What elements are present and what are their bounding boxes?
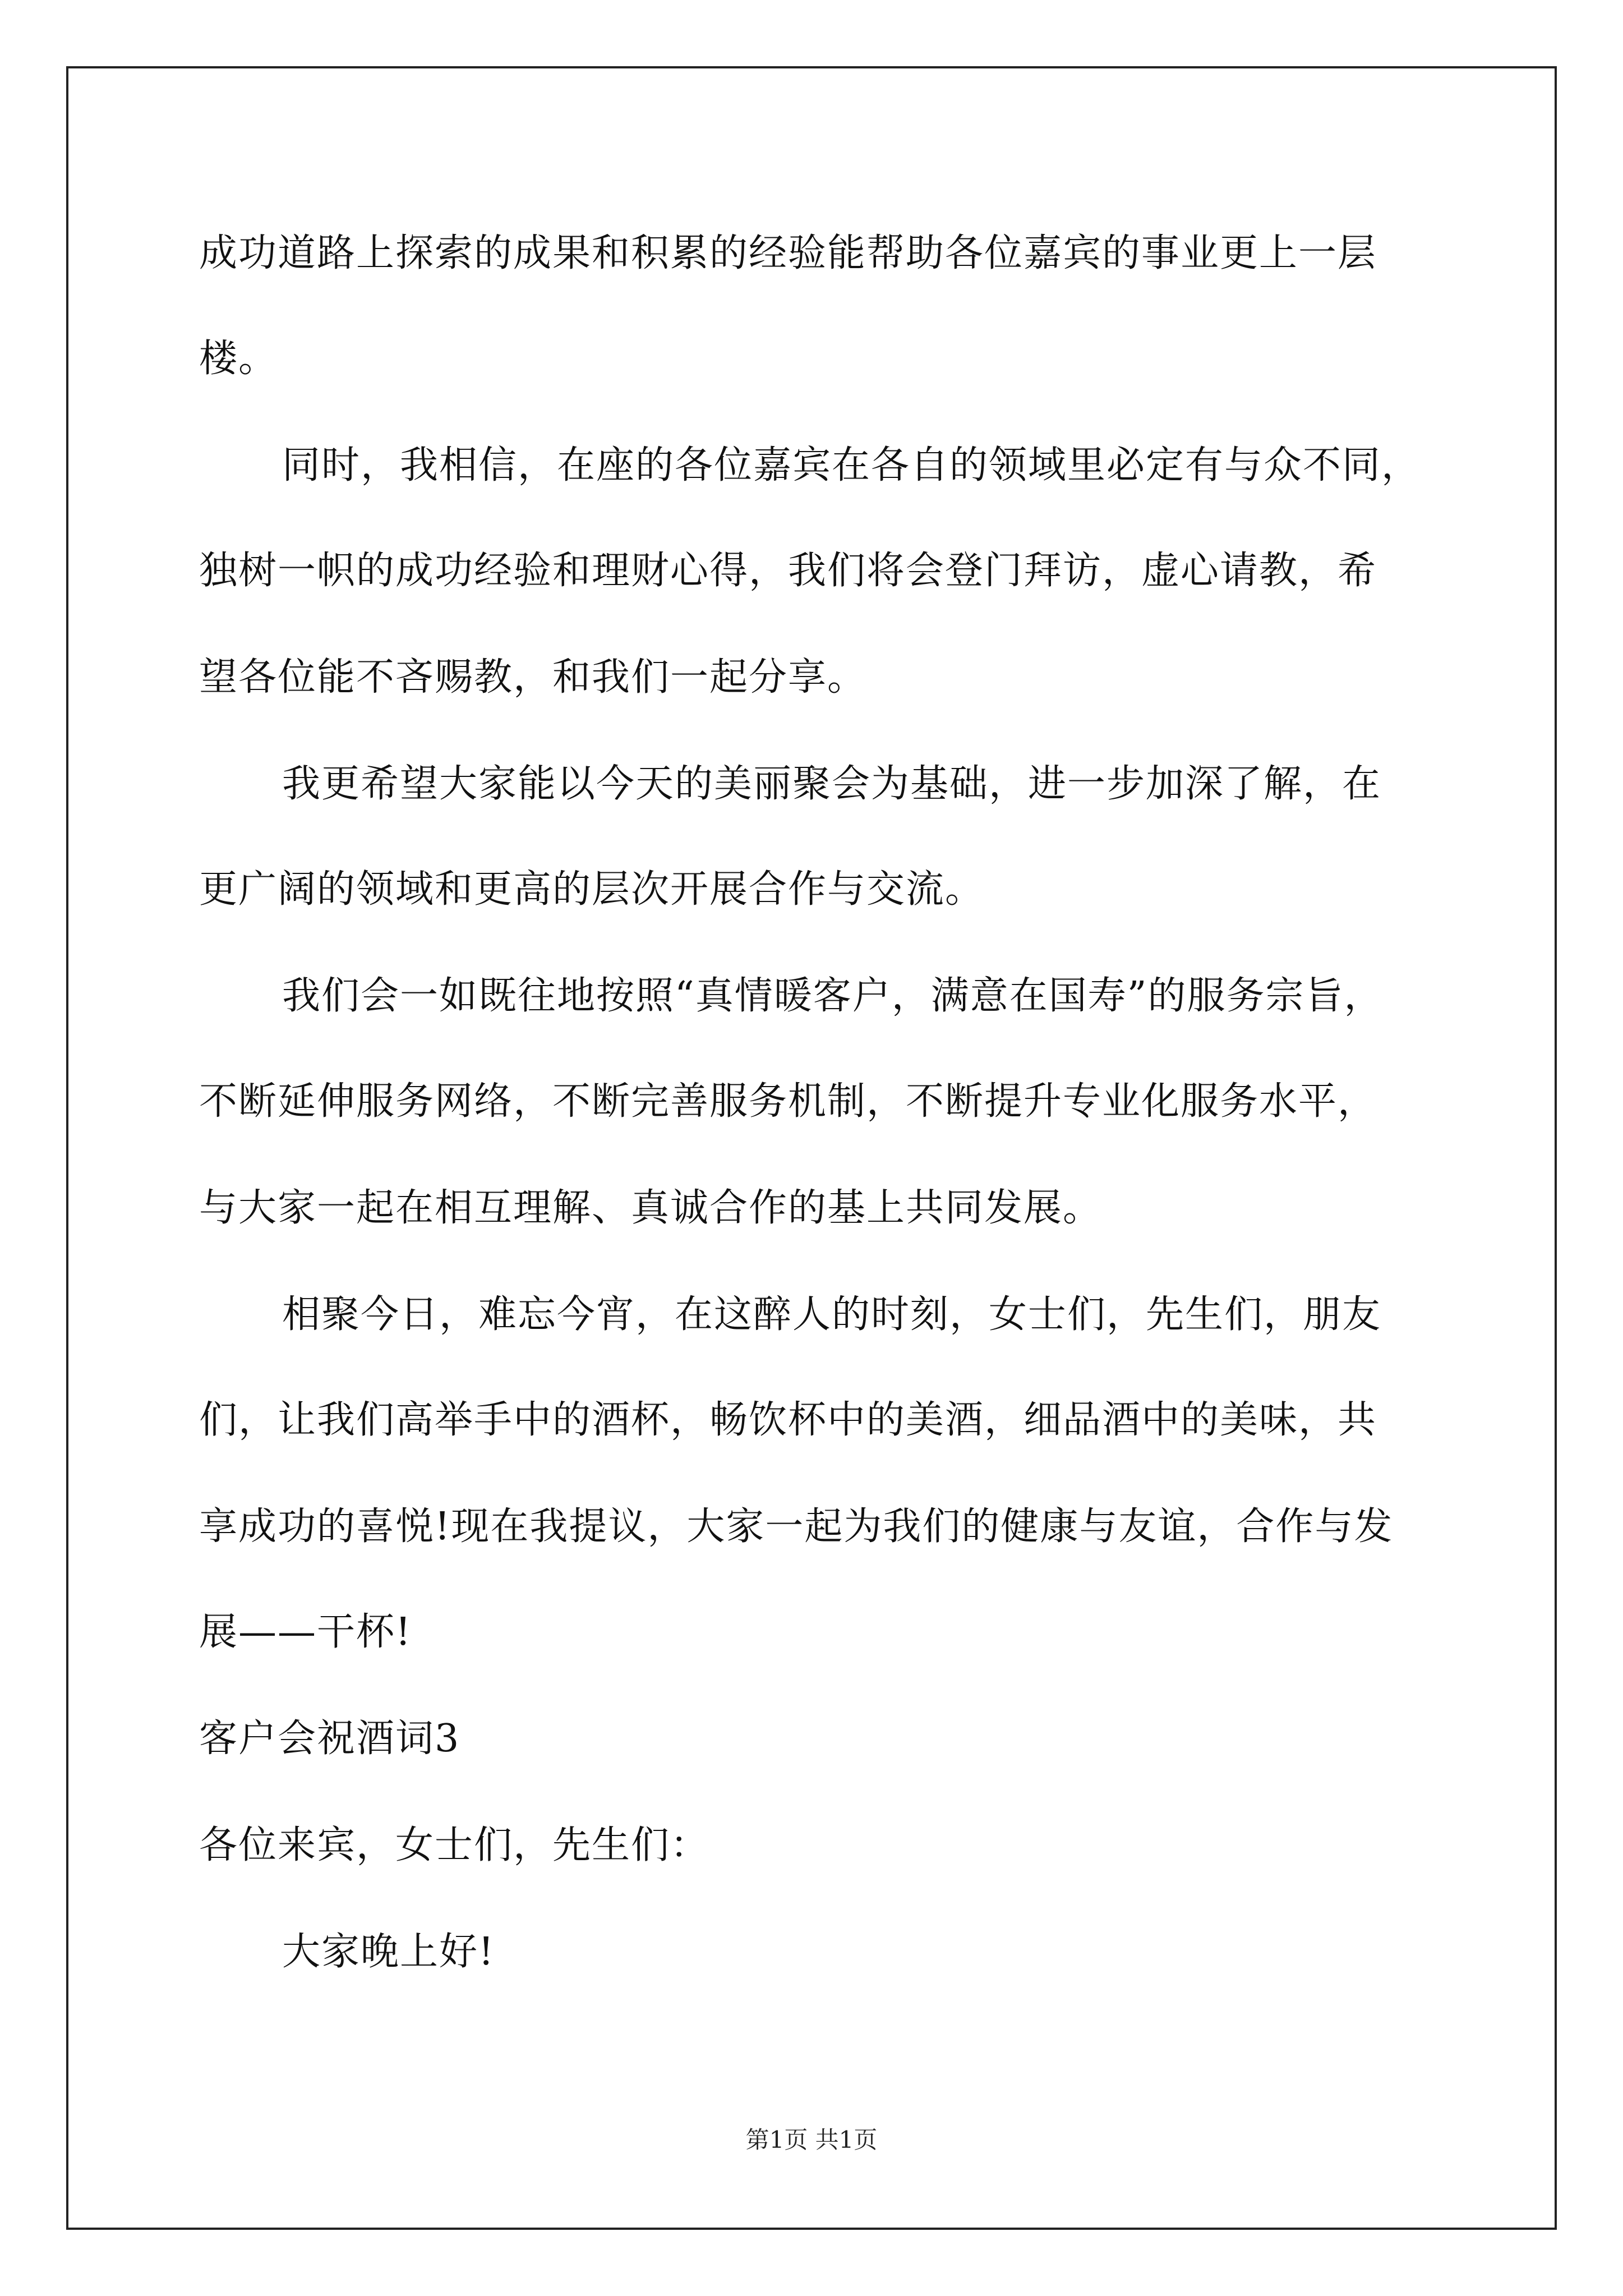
paragraph-line: 与大家一起在相互理解、真诚合作的基上共同发展。 <box>199 1186 1103 1230</box>
paragraph-line: 独树一帜的成功经验和理财心得，我们将会登门拜访，虚心请教，希 <box>199 549 1377 593</box>
paragraph-line: 不断延伸服务网络，不断完善服务机制，不断提升专业化服务水平， <box>199 1079 1377 1124</box>
paragraph-line: 展——干杯! <box>199 1610 412 1654</box>
paragraph-line: 享成功的喜悦!现在我提议，大家一起为我们的健康与友谊，合作与发 <box>199 1504 1394 1549</box>
paragraph-line: 成功道路上探索的成果和积累的经验能帮助各位嘉宾的事业更上一层 <box>199 231 1377 275</box>
page-number-footer: 第1页 共1页 <box>745 2126 878 2154</box>
paragraph-line: 我们会一如既往地按照“真情暖客户，满意在国寿”的服务宗旨， <box>282 974 1384 1018</box>
paragraph-line: 相聚今日，难忘今宵，在这醉人的时刻，女士们，先生们，朋友 <box>282 1292 1382 1337</box>
paragraph-line: 更广阔的领域和更高的层次开展合作与交流。 <box>199 867 985 912</box>
greeting-line: 大家晚上好! <box>282 1930 495 1974</box>
page-frame <box>66 66 1557 2230</box>
section-heading: 客户会祝酒词3 <box>199 1717 460 1761</box>
paragraph-line: 们，让我们高举手中的酒杯，畅饮杯中的美酒，细品酒中的美味，共 <box>199 1398 1377 1442</box>
paragraph-line: 望各位能不吝赐教，和我们一起分享。 <box>199 655 867 700</box>
paragraph-line: 我更希望大家能以今天的美丽聚会为基础，进一步加深了解，在 <box>282 762 1382 806</box>
salutation-line: 各位来宾，女士们，先生们： <box>199 1823 710 1867</box>
paragraph-line: 同时，我相信，在座的各位嘉宾在各自的领域里必定有与众不同， <box>282 443 1421 487</box>
paragraph-line: 楼。 <box>199 337 278 381</box>
